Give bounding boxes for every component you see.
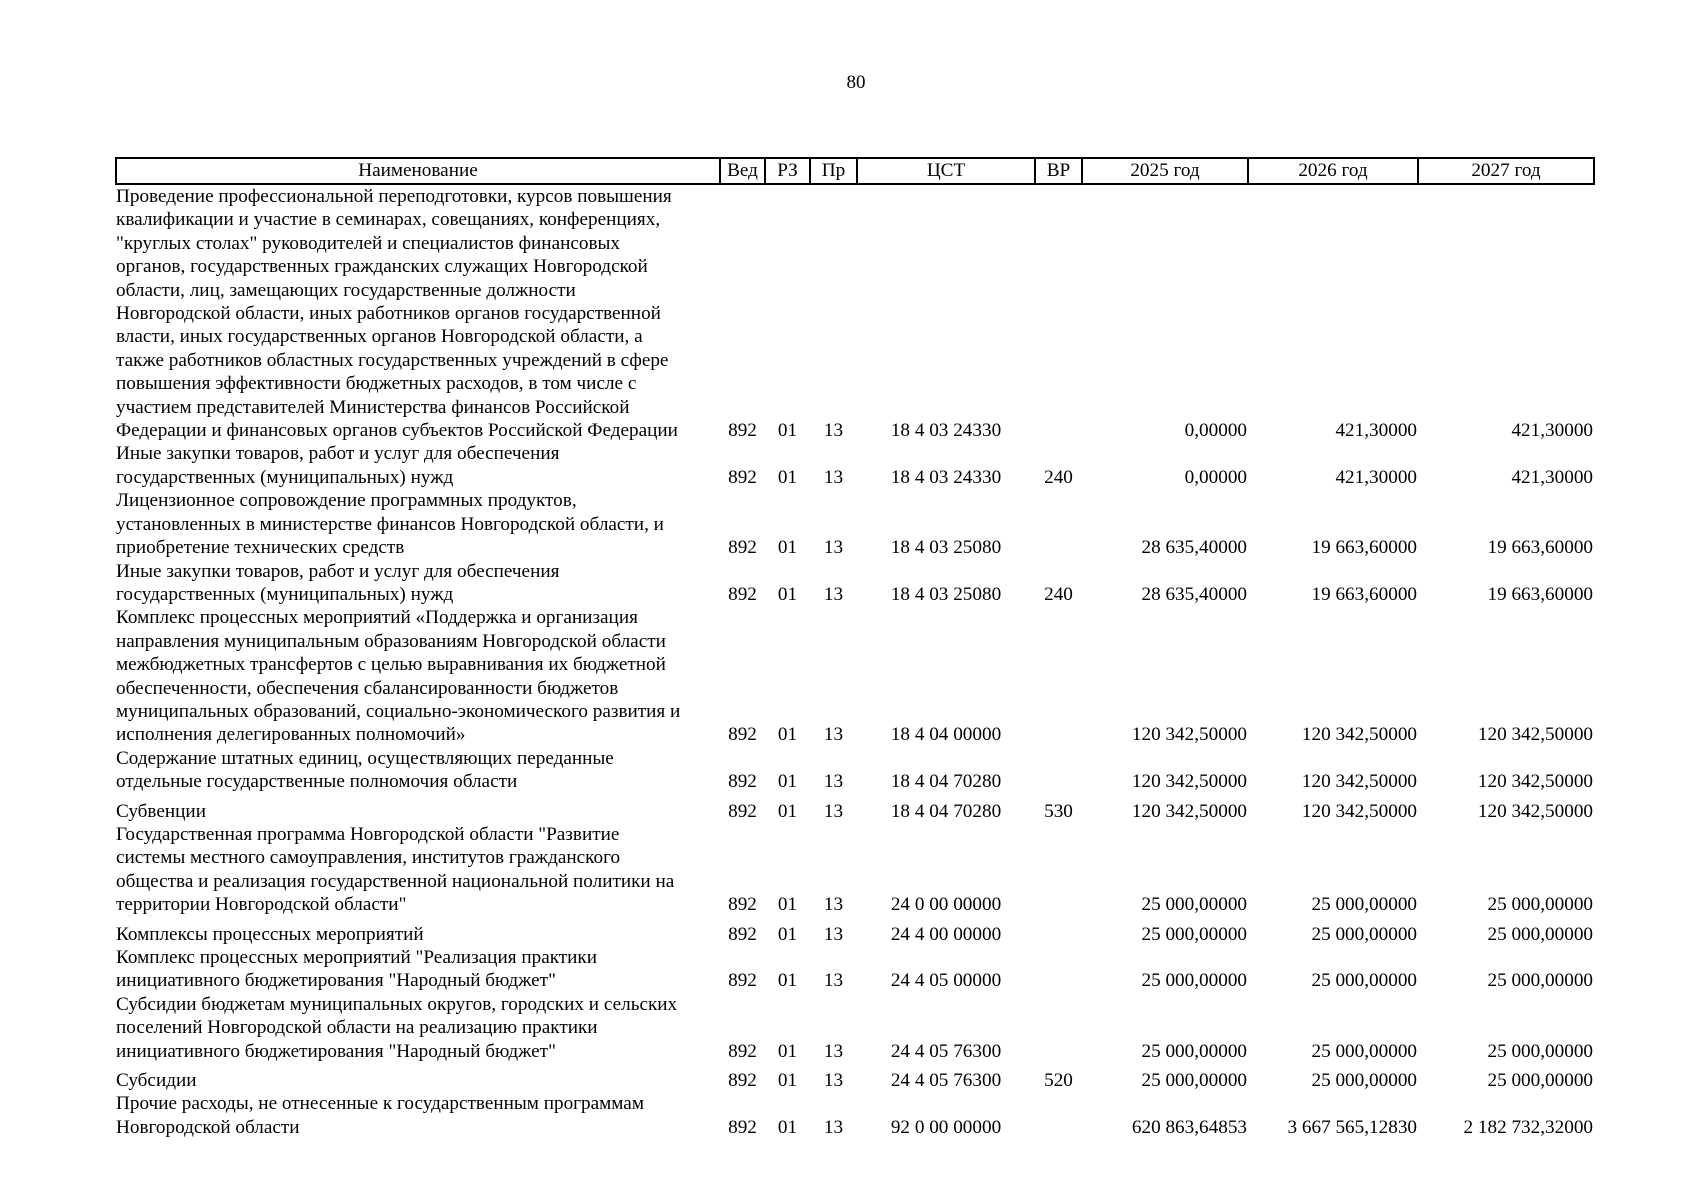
- cell-2027: 25 000,00000: [1487, 1040, 1593, 1062]
- table-row: [116, 993, 1594, 1063]
- cell-name: [116, 946, 720, 993]
- cell-ved: 892: [728, 923, 757, 945]
- cell-2027: 2 182 732,32000: [1463, 1116, 1593, 1138]
- name-line: инициативного бюджетирования "Народный бюджет": [116, 1040, 556, 1062]
- table-header-row: [116, 158, 1594, 184]
- cell-rz: 01: [777, 1040, 798, 1062]
- cell-pr: 13: [823, 894, 844, 916]
- cell-pr: 13: [823, 800, 844, 822]
- cell-2025: 620 863,64853: [1131, 1116, 1247, 1138]
- cell-name: [116, 823, 720, 917]
- cell-vr: [1035, 1092, 1082, 1139]
- table-row: [116, 184, 1594, 442]
- table-row: [116, 823, 1594, 917]
- name-line: также работников областных государственных учреждений в сфере: [116, 349, 669, 371]
- budget-table: [115, 157, 1595, 1139]
- name-line: государственных (муниципальных) нужд: [116, 466, 454, 488]
- cell-vr: [1035, 917, 1082, 946]
- cell-cst: 24 0 00 00000: [890, 894, 1002, 916]
- cell-rz: 01: [777, 583, 798, 605]
- cell-2025: 25 000,00000: [1141, 923, 1247, 945]
- cell-rz: 01: [777, 420, 798, 442]
- cell-ved: 892: [728, 724, 757, 746]
- name-line: повышения эффективности бюджетных расходов, в том числе с: [116, 373, 637, 395]
- cell-rz: 01: [777, 724, 798, 746]
- cell-2025: 28 635,40000: [1141, 583, 1247, 605]
- cell-2027: 25 000,00000: [1487, 894, 1593, 916]
- cell-cst: 24 4 05 00000: [890, 970, 1002, 992]
- name-line: муниципальных образований, социально-экономического развития и: [116, 700, 681, 722]
- table-row: [116, 747, 1594, 794]
- page-number: 80: [846, 72, 866, 93]
- cell-name: [116, 917, 720, 946]
- cell-ved: 892: [728, 1116, 757, 1138]
- cell-cst: 18 4 03 25080: [890, 537, 1002, 559]
- cell-2027: 120 342,50000: [1477, 771, 1593, 793]
- cell-cst: 18 4 03 24330: [890, 466, 1002, 488]
- cell-pr: 13: [823, 1040, 844, 1062]
- name-line: установленных в министерстве финансов Новгородской области, и: [116, 513, 664, 535]
- cell-pr: 13: [823, 923, 844, 945]
- cell-rz: 01: [777, 894, 798, 916]
- cell-2025: 0,00000: [1184, 466, 1247, 488]
- name-line: Комплекс процессных мероприятий «Поддержка и организация: [116, 607, 638, 629]
- name-line: области, лиц, замещающих государственные должности: [116, 279, 576, 301]
- cell-rz: 01: [777, 466, 798, 488]
- cell-2026: 3 667 565,12830: [1287, 1116, 1417, 1138]
- header-cst: ЦСТ: [857, 158, 1035, 184]
- name-line: Новгородской области, иных работников органов государственной: [116, 303, 661, 325]
- cell-rz: 01: [777, 1116, 798, 1138]
- cell-name: [116, 747, 720, 794]
- cell-pr: 13: [823, 970, 844, 992]
- cell-2027: 25 000,00000: [1487, 1070, 1593, 1092]
- cell-2027: 120 342,50000: [1477, 724, 1593, 746]
- header-vr: ВР: [1035, 158, 1082, 184]
- name-line: Комплексы процессных мероприятий: [116, 923, 424, 945]
- cell-pr: 13: [823, 724, 844, 746]
- name-line: "круглых столах" руководителей и специалистов финансовых: [116, 232, 621, 254]
- name-line: поселений Новгородской области на реализацию практики: [116, 1017, 598, 1039]
- table-row: [116, 560, 1594, 607]
- cell-pr: 13: [823, 1070, 844, 1092]
- cell-2025: 120 342,50000: [1131, 771, 1247, 793]
- table-body: [116, 184, 1594, 1139]
- table-row: [116, 489, 1594, 559]
- cell-2025: 0,00000: [1184, 420, 1247, 442]
- name-line: Субвенции: [116, 800, 206, 822]
- table-row: [116, 1063, 1594, 1092]
- cell-2027: 25 000,00000: [1487, 970, 1593, 992]
- name-line: общества и реализация государственной национальной политики на: [116, 870, 675, 892]
- cell-2027: 120 342,50000: [1477, 800, 1593, 822]
- cell-name: [116, 794, 720, 823]
- cell-cst: 18 4 04 00000: [890, 724, 1002, 746]
- cell-2026: 120 342,50000: [1301, 771, 1417, 793]
- header-rz: РЗ: [765, 158, 810, 184]
- cell-2025: 25 000,00000: [1141, 894, 1247, 916]
- cell-vr: [1035, 747, 1082, 794]
- header-name: Наименование: [116, 158, 720, 184]
- cell-2025: 25 000,00000: [1141, 1040, 1247, 1062]
- cell-vr: [1035, 606, 1082, 746]
- cell-vr: 240: [1044, 583, 1073, 605]
- header-2025: 2025 год: [1082, 158, 1248, 184]
- name-line: квалификации и участие в семинарах, совещаниях, конференциях,: [116, 209, 661, 231]
- cell-cst: 24 4 05 76300: [890, 1070, 1002, 1092]
- cell-ved: 892: [728, 1040, 757, 1062]
- cell-cst: 92 0 00 00000: [890, 1116, 1002, 1138]
- name-line: органов, государственных гражданских служащих Новгородской: [116, 256, 648, 278]
- cell-pr: 13: [823, 583, 844, 605]
- cell-2026: 25 000,00000: [1311, 970, 1417, 992]
- cell-2025: 25 000,00000: [1141, 1070, 1247, 1092]
- name-line: территории Новгородской области": [116, 894, 407, 916]
- cell-ved: 892: [728, 537, 757, 559]
- cell-rz: 01: [777, 970, 798, 992]
- cell-pr: 13: [823, 771, 844, 793]
- cell-vr: [1035, 184, 1082, 442]
- name-line: Государственная программа Новгородской области "Развитие: [116, 823, 620, 845]
- name-line: Содержание штатных единиц, осуществляющих переданные: [116, 747, 614, 769]
- cell-ved: 892: [728, 420, 757, 442]
- name-line: власти, иных государственных органов Новгородской области, а: [116, 326, 643, 348]
- cell-ved: 892: [728, 771, 757, 793]
- cell-2026: 25 000,00000: [1311, 1040, 1417, 1062]
- name-line: Проведение профессиональной переподготовки, курсов повышения: [116, 186, 672, 207]
- cell-rz: 01: [777, 923, 798, 945]
- cell-vr: 240: [1044, 466, 1073, 488]
- cell-ved: 892: [728, 800, 757, 822]
- cell-cst: 18 4 04 70280: [890, 800, 1002, 822]
- cell-pr: 13: [823, 466, 844, 488]
- cell-2026: 120 342,50000: [1301, 724, 1417, 746]
- cell-2025: 25 000,00000: [1141, 970, 1247, 992]
- cell-name: [116, 606, 720, 746]
- name-line: Иные закупки товаров, работ и услуг для обеспечения: [116, 560, 560, 582]
- table-row: [116, 794, 1594, 823]
- header-pr: Пр: [810, 158, 857, 184]
- name-line: межбюджетных трансфертов с целью выравнивания их бюджетной: [116, 654, 666, 676]
- table-row: [116, 606, 1594, 746]
- cell-2026: 25 000,00000: [1311, 894, 1417, 916]
- cell-cst: 24 4 00 00000: [890, 923, 1002, 945]
- cell-pr: 13: [823, 1116, 844, 1138]
- cell-2027: 19 663,60000: [1487, 537, 1593, 559]
- cell-2027: 19 663,60000: [1487, 583, 1593, 605]
- name-line: направления муниципальным образованиям Новгородской области: [116, 630, 666, 652]
- cell-name: [116, 1063, 720, 1092]
- cell-vr: 530: [1044, 800, 1073, 822]
- cell-name: [116, 184, 720, 442]
- name-line: Комплекс процессных мероприятий "Реализация практики: [116, 947, 598, 968]
- cell-cst: 24 4 05 76300: [890, 1040, 1002, 1062]
- cell-vr: 520: [1044, 1070, 1073, 1092]
- cell-vr: [1035, 946, 1082, 993]
- name-line: Иные закупки товаров, работ и услуг для обеспечения: [116, 443, 560, 465]
- cell-rz: 01: [777, 1070, 798, 1092]
- cell-ved: 892: [728, 583, 757, 605]
- cell-ved: 892: [728, 466, 757, 488]
- cell-ved: 892: [728, 894, 757, 916]
- name-line: приобретение технических средств: [116, 537, 405, 559]
- table-row: [116, 1092, 1594, 1139]
- cell-2027: 421,30000: [1511, 420, 1593, 442]
- cell-2025: 120 342,50000: [1131, 724, 1247, 746]
- cell-rz: 01: [777, 800, 798, 822]
- cell-vr: [1035, 823, 1082, 917]
- header-2027: 2027 год: [1418, 158, 1594, 184]
- cell-name: [116, 560, 720, 607]
- cell-cst: 18 4 03 25080: [890, 583, 1002, 605]
- name-line: Федерации и финансовых органов субъектов Российской Федерации: [116, 420, 678, 442]
- cell-2026: 120 342,50000: [1301, 800, 1417, 822]
- cell-2026: 25 000,00000: [1311, 1070, 1417, 1092]
- cell-cst: 18 4 03 24330: [890, 420, 1002, 442]
- cell-2027: 25 000,00000: [1487, 923, 1593, 945]
- name-line: исполнения делегированных полномочий»: [116, 724, 466, 746]
- name-line: отдельные государственные полномочия области: [116, 771, 518, 793]
- table-row: [116, 442, 1594, 489]
- cell-cst: 18 4 04 70280: [890, 771, 1002, 793]
- table-row: [116, 917, 1594, 946]
- cell-2026: 421,30000: [1335, 466, 1417, 488]
- cell-vr: [1035, 489, 1082, 559]
- cell-2027: 421,30000: [1511, 466, 1593, 488]
- cell-2025: 28 635,40000: [1141, 537, 1247, 559]
- cell-rz: 01: [777, 537, 798, 559]
- name-line: Прочие расходы, не отнесенные к государственным программам: [116, 1093, 644, 1115]
- name-line: Новгородской области: [116, 1116, 300, 1138]
- cell-2026: 19 663,60000: [1311, 537, 1417, 559]
- cell-rz: 01: [777, 771, 798, 793]
- header-2026: 2026 год: [1248, 158, 1418, 184]
- cell-2025: 120 342,50000: [1131, 800, 1247, 822]
- cell-2026: 19 663,60000: [1311, 583, 1417, 605]
- name-line: системы местного самоуправления, институтов гражданского: [116, 847, 621, 869]
- name-line: Субсидии: [116, 1070, 197, 1092]
- cell-name: [116, 442, 720, 489]
- table-row: [116, 946, 1594, 993]
- cell-ved: 892: [728, 970, 757, 992]
- name-line: участием представителей Министерства финансов Российской: [116, 396, 630, 418]
- cell-name: [116, 489, 720, 559]
- cell-name: [116, 1092, 720, 1139]
- header-ved: Вед: [720, 158, 765, 184]
- cell-vr: [1035, 993, 1082, 1063]
- cell-pr: 13: [823, 420, 844, 442]
- name-line: Лицензионное сопровождение программных продуктов,: [116, 490, 577, 512]
- cell-2026: 25 000,00000: [1311, 923, 1417, 945]
- name-line: Субсидии бюджетам муниципальных округов, городских и сельских: [116, 993, 678, 1015]
- cell-2026: 421,30000: [1335, 420, 1417, 442]
- cell-pr: 13: [823, 537, 844, 559]
- name-line: обеспеченности, обеспечения сбалансированности бюджетов: [116, 677, 619, 699]
- name-line: государственных (муниципальных) нужд: [116, 583, 454, 605]
- name-line: инициативного бюджетирования "Народный бюджет": [116, 970, 556, 992]
- cell-ved: 892: [728, 1070, 757, 1092]
- cell-name: [116, 993, 720, 1063]
